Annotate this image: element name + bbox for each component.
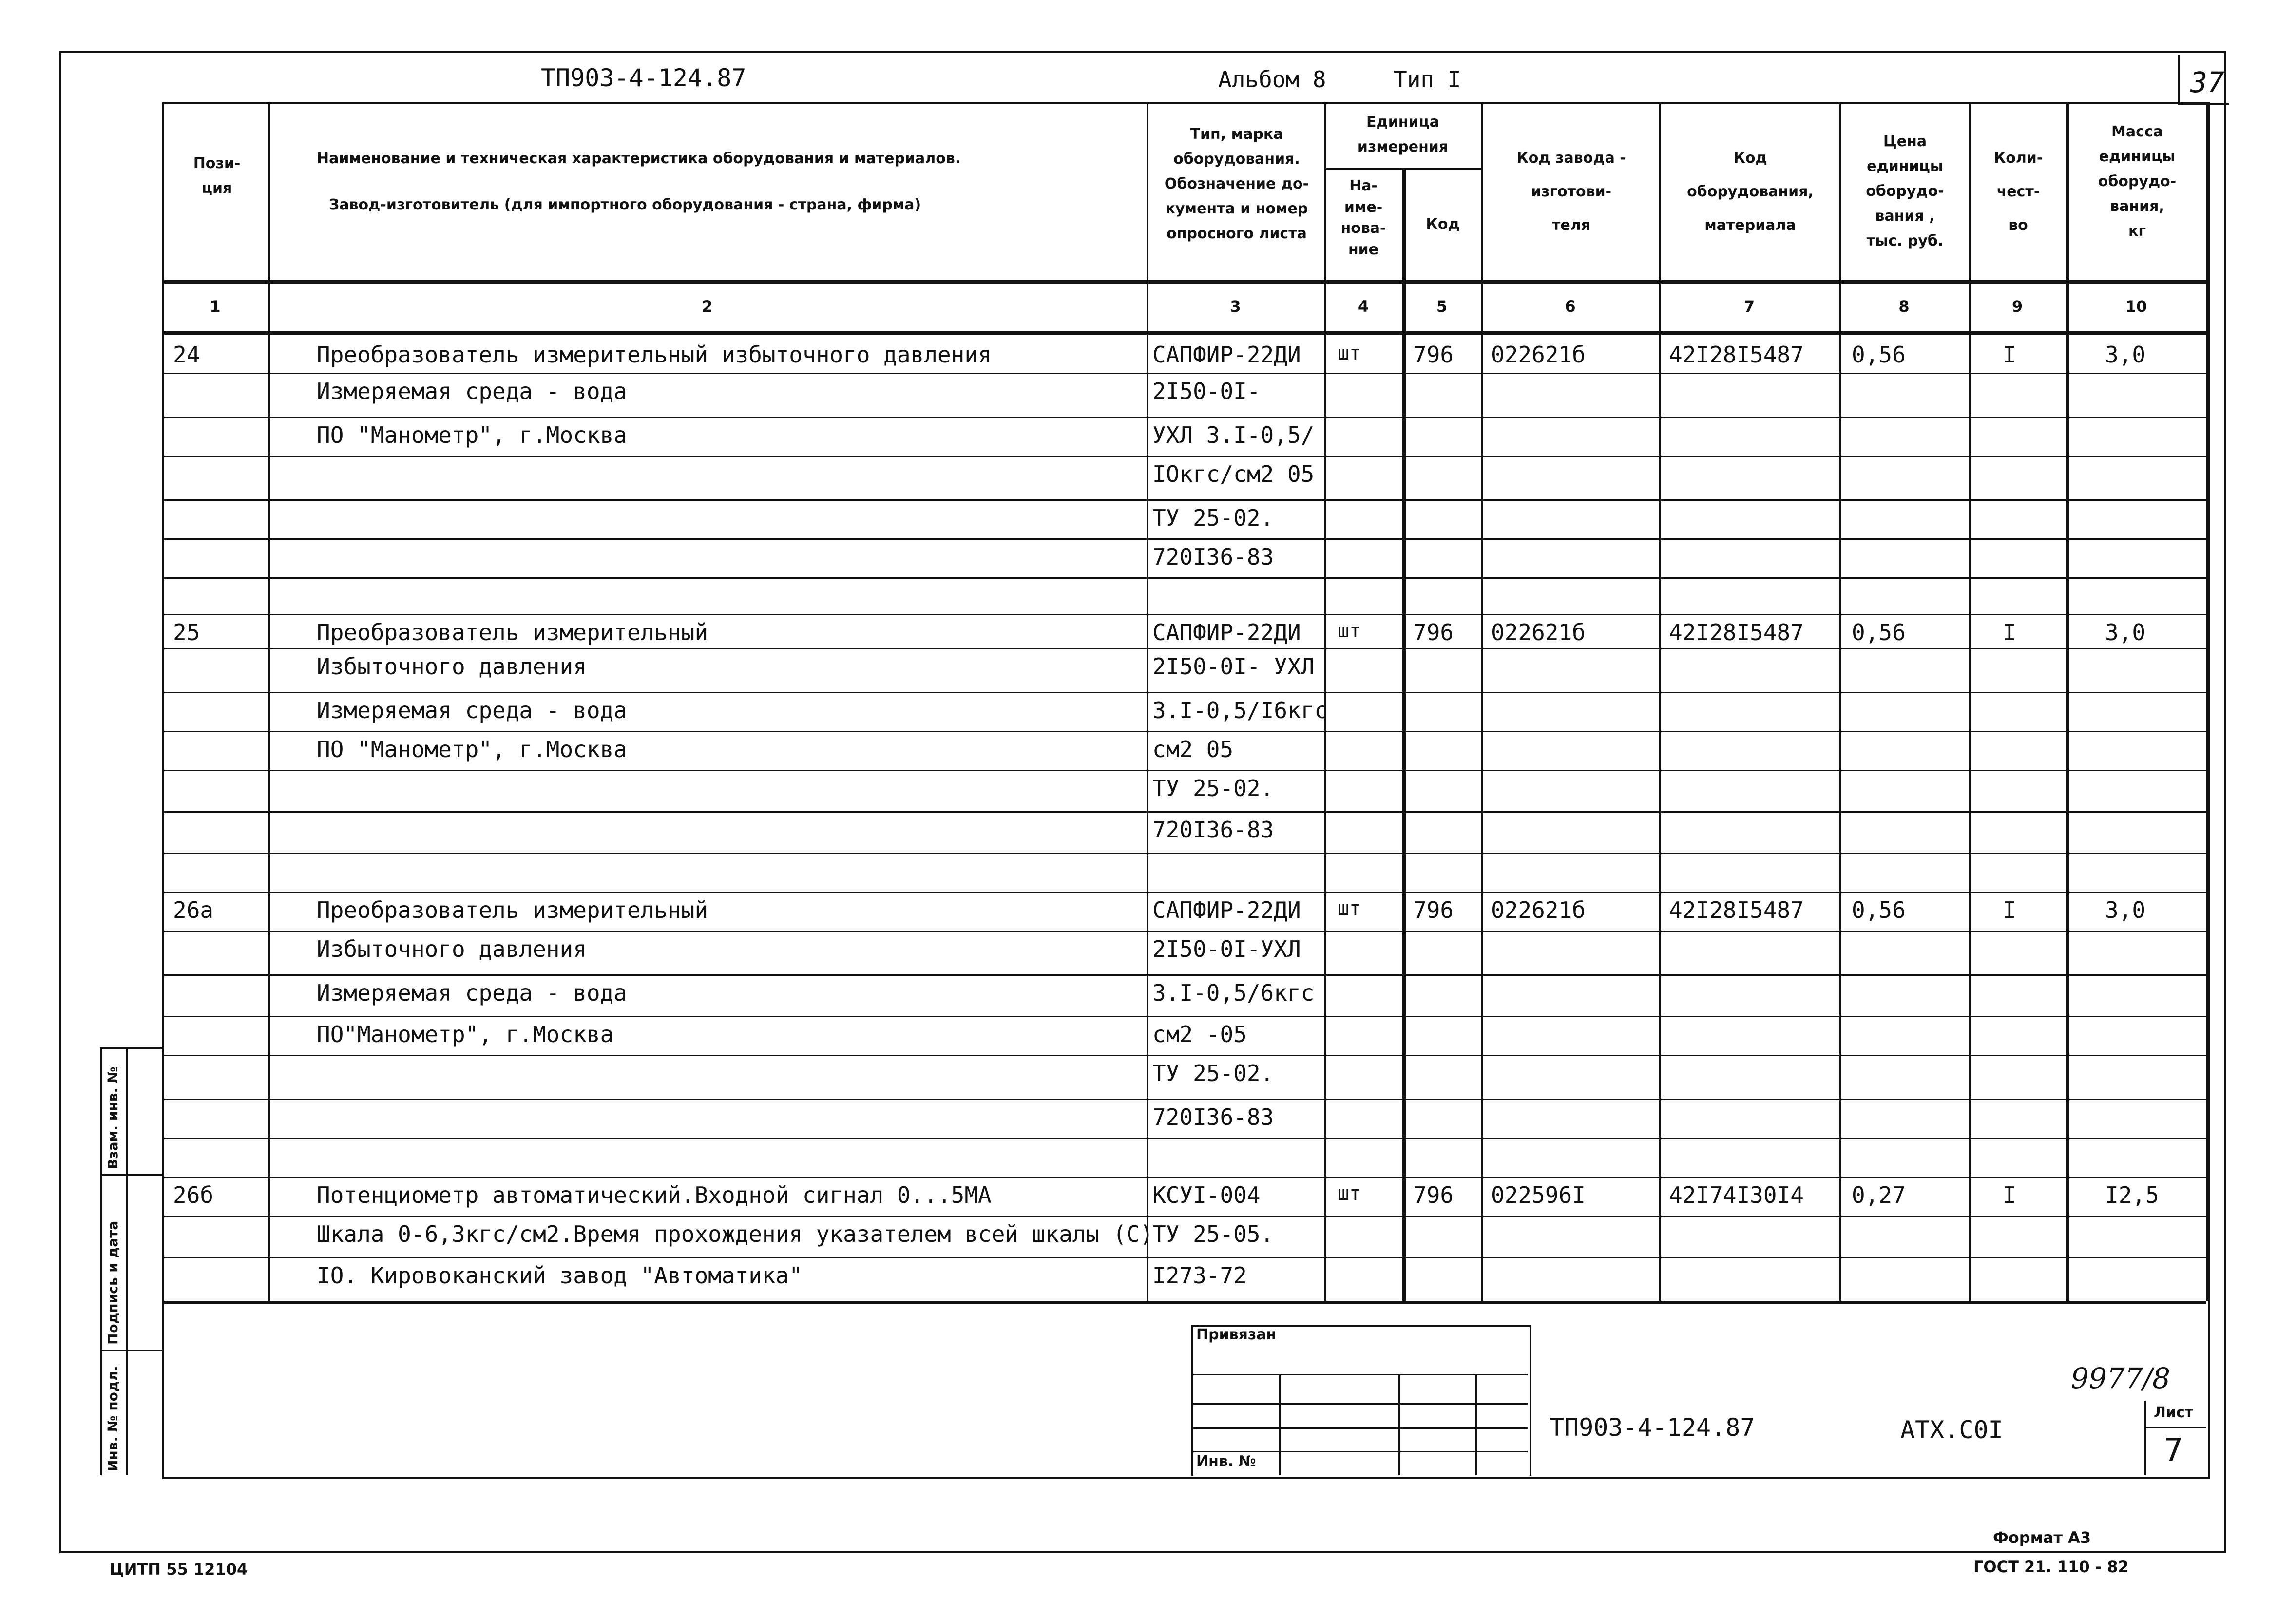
cell-type: I273-72 xyxy=(1152,1262,1247,1289)
top-album: Альбом 8 xyxy=(1218,66,1326,93)
privyazan-col-2 xyxy=(1398,1374,1400,1475)
col6-header: Код завода - изготови- теля xyxy=(1516,150,1626,234)
cell-type: 720I36-83 xyxy=(1152,1104,1274,1130)
inv-no-label: Инв. № xyxy=(1196,1453,1256,1470)
cell-type: см2 05 xyxy=(1152,736,1234,762)
side-vzam: Взам. инв. № xyxy=(105,1066,121,1169)
row-separator xyxy=(162,811,2206,813)
row-separator xyxy=(162,931,2206,932)
col7-header: Код оборудования, материала xyxy=(1687,150,1814,234)
cell-name: ПО"Манометр", г.Москва xyxy=(317,1021,614,1047)
colnum-5: 5 xyxy=(1436,297,1448,316)
row-separator xyxy=(162,456,2206,457)
cell-mass: 3,0 xyxy=(2105,619,2146,646)
colnum-2: 2 xyxy=(702,297,713,316)
side-strip-div2 xyxy=(100,1350,162,1351)
cell-name: Измеряемая среда - вода xyxy=(317,980,627,1006)
cell-price: 0,56 xyxy=(1852,897,1906,923)
cell-mass: 3,0 xyxy=(2105,897,2146,923)
row-separator xyxy=(162,853,2206,854)
cell-type: 2I50-0I- xyxy=(1152,378,1261,404)
colnum-7: 7 xyxy=(1743,297,1755,316)
cell-name: IО. Кировоканский завод "Автоматика" xyxy=(317,1262,803,1289)
cell-pos: 26б xyxy=(173,1182,214,1208)
footer-format: Формат А3 xyxy=(1993,1528,2091,1547)
cell-unit-code: 796 xyxy=(1413,897,1454,923)
cell-name: Преобразователь измерительный избыточного давления xyxy=(317,342,992,368)
table-bottom-line xyxy=(162,1301,2206,1304)
row-separator xyxy=(162,974,2206,976)
cell-qty: I xyxy=(2003,619,2016,646)
cell-type: КСУI-004 xyxy=(1152,1182,1261,1208)
cell-unit-code: 796 xyxy=(1413,1182,1454,1208)
row-separator xyxy=(162,1138,2206,1139)
cell-unit: шт xyxy=(1338,897,1361,920)
row-separator xyxy=(162,614,2206,615)
row-separator xyxy=(162,1177,2206,1178)
side-inv-podl: Инв. № подл. xyxy=(105,1366,121,1471)
cell-type: САПФИР-22ДИ xyxy=(1152,619,1301,646)
cell-mass: I2,5 xyxy=(2105,1182,2159,1208)
col-line-10 xyxy=(2206,102,2208,1301)
col10-header: Масса единицы оборудо- вания, кг xyxy=(2098,123,2177,240)
page-number: 37 xyxy=(2190,66,2224,99)
cell-type: ТУ 25-02. xyxy=(1152,1060,1274,1086)
row-separator xyxy=(162,1099,2206,1100)
cell-qty: I xyxy=(2003,342,2016,368)
cell-qty: I xyxy=(2003,1182,2016,1208)
row-separator xyxy=(162,538,2206,540)
col1-header: Пози- ция xyxy=(193,155,241,197)
colnum-3: 3 xyxy=(1230,297,1241,316)
cell-price: 0,56 xyxy=(1852,619,1906,646)
cell-unit: шт xyxy=(1338,342,1361,364)
list-label: Лист xyxy=(2154,1404,2194,1421)
cell-name: ПО "Манометр", г.Москва xyxy=(317,736,627,762)
col8-header: Цена единицы оборудо- вания , тыс. руб. xyxy=(1866,133,1944,249)
cell-unit: шт xyxy=(1338,620,1361,642)
cell-unit: шт xyxy=(1338,1182,1361,1205)
colnum-10: 10 xyxy=(2125,297,2147,316)
colnum-8: 8 xyxy=(1898,297,1910,316)
cell-type: ТУ 25-02. xyxy=(1152,775,1274,801)
cell-type: ТУ 25-02. xyxy=(1152,505,1274,531)
colnum-6: 6 xyxy=(1565,297,1576,316)
cell-plant-code: 022621б xyxy=(1491,342,1586,368)
top-doc-code: ТП903-4-124.87 xyxy=(541,64,746,92)
cell-name: ПО "Манометр", г.Москва xyxy=(317,422,627,448)
col9-header: Коли- чест- во xyxy=(1993,150,2043,234)
row-separator xyxy=(162,417,2206,418)
privyazan-label: Привязан xyxy=(1196,1326,1277,1343)
list-number: 7 xyxy=(2163,1432,2183,1468)
cell-equip-code: 42I28I5487 xyxy=(1669,342,1804,368)
side-strip-top xyxy=(100,1047,162,1049)
cell-type: 720I36-83 xyxy=(1152,544,1274,570)
top-type: Тип I xyxy=(1394,66,1461,93)
stamp-sheet-code: АТХ.С0I xyxy=(1900,1416,2003,1444)
cell-unit-code: 796 xyxy=(1413,342,1454,368)
cell-name: Потенциометр автоматический.Входной сигнал 0...5МА xyxy=(317,1182,992,1208)
cell-pos: 26а xyxy=(173,897,214,923)
row-separator xyxy=(162,648,2206,649)
cell-unit-code: 796 xyxy=(1413,619,1454,646)
side-podpis: Подпись и дата xyxy=(105,1220,121,1345)
row-separator xyxy=(162,577,2206,579)
footer-gost: ГОСТ 21. 110 - 82 xyxy=(1973,1558,2129,1576)
side-strip-line-left xyxy=(100,1047,102,1475)
cell-pos: 24 xyxy=(173,342,200,368)
row-separator xyxy=(162,499,2206,501)
stamp-doc-code: ТП903-4-124.87 xyxy=(1550,1413,1755,1442)
cell-name: Шкала 0-6,3кгс/см2.Время прохождения указателем всей шкалы (С) xyxy=(317,1221,1154,1247)
colnum-9: 9 xyxy=(2011,297,2023,316)
cell-name: Измеряемая среда - вода xyxy=(317,378,627,404)
cell-type: САПФИР-22ДИ xyxy=(1152,897,1301,923)
cell-equip-code: 42I74I30I4 xyxy=(1669,1182,1804,1208)
cell-type: 720I36-83 xyxy=(1152,817,1274,843)
unit-split-line xyxy=(1324,168,1481,170)
row-separator xyxy=(162,731,2206,732)
privyazan-col-1 xyxy=(1279,1374,1281,1475)
cell-price: 0,56 xyxy=(1852,342,1906,368)
col3-header: Тип, марка оборудования. Обозначение до- кумента и номер опросного листа xyxy=(1164,126,1309,242)
cell-name: Измеряемая среда - вода xyxy=(317,697,627,723)
cell-equip-code: 42I28I5487 xyxy=(1669,619,1804,646)
cell-pos: 25 xyxy=(173,619,200,646)
cell-qty: I xyxy=(2003,897,2016,923)
row-separator xyxy=(162,1257,2206,1258)
row-separator xyxy=(162,770,2206,771)
row-separator xyxy=(162,692,2206,693)
cell-price: 0,27 xyxy=(1852,1182,1906,1208)
cell-type: IОкгс/см2 05 xyxy=(1152,461,1315,487)
cell-type: см2 -05 xyxy=(1152,1021,1247,1047)
cell-plant-code: 022596I xyxy=(1491,1182,1586,1208)
cell-plant-code: 022621б xyxy=(1491,619,1586,646)
row-separator xyxy=(162,1055,2206,1056)
cell-equip-code: 42I28I5487 xyxy=(1669,897,1804,923)
row-separator xyxy=(162,373,2206,374)
cell-name: Преобразователь измерительный xyxy=(317,897,708,923)
col45-header: Единица измерения xyxy=(1357,114,1449,155)
cell-type: 2I50-0I- УХЛ xyxy=(1152,653,1315,680)
col2-header-line1: Наименование и техническая характеристика оборудования и материалов. xyxy=(317,150,961,167)
cell-type: 3.I-0,5/6кгс xyxy=(1152,980,1315,1006)
footer-left: ЦИТП 55 12104 xyxy=(110,1560,248,1579)
cell-type: САПФИР-22ДИ xyxy=(1152,342,1301,368)
cell-type: 3.I-0,5/I6кгс xyxy=(1152,697,1328,723)
col-line-4 xyxy=(1402,168,1406,1301)
handwritten-number: 9977/8 xyxy=(2071,1362,2171,1395)
side-strip-div1 xyxy=(100,1174,162,1176)
colnum-4: 4 xyxy=(1358,297,1369,316)
cell-plant-code: 022621б xyxy=(1491,897,1586,923)
cell-type: УХЛ 3.I-0,5/ xyxy=(1152,422,1315,448)
col4-header: На- име- нова- ние xyxy=(1340,177,1386,258)
row-separator xyxy=(162,1216,2206,1217)
cell-name: Избыточного давления xyxy=(317,653,587,680)
numbers-bottom-line xyxy=(162,331,2206,335)
cell-type: 2I50-0I-УХЛ xyxy=(1152,936,1301,962)
cell-mass: 3,0 xyxy=(2105,342,2146,368)
row-separator xyxy=(162,892,2206,893)
header-bottom-line xyxy=(162,280,2206,284)
col2-header-line2: Завод-изготовитель (для импортного оборудования - страна, фирма) xyxy=(329,196,921,213)
colnum-1: 1 xyxy=(210,297,221,316)
list-box-line xyxy=(2144,1427,2206,1428)
privyazan-col-3 xyxy=(1475,1374,1477,1475)
col5-header: Код xyxy=(1426,216,1460,233)
cell-name: Избыточного давления xyxy=(317,936,587,962)
cell-type: ТУ 25-05. xyxy=(1152,1221,1274,1247)
row-separator xyxy=(162,1016,2206,1017)
side-strip-line-mid xyxy=(126,1047,128,1475)
cell-name: Преобразователь измерительный xyxy=(317,619,708,646)
